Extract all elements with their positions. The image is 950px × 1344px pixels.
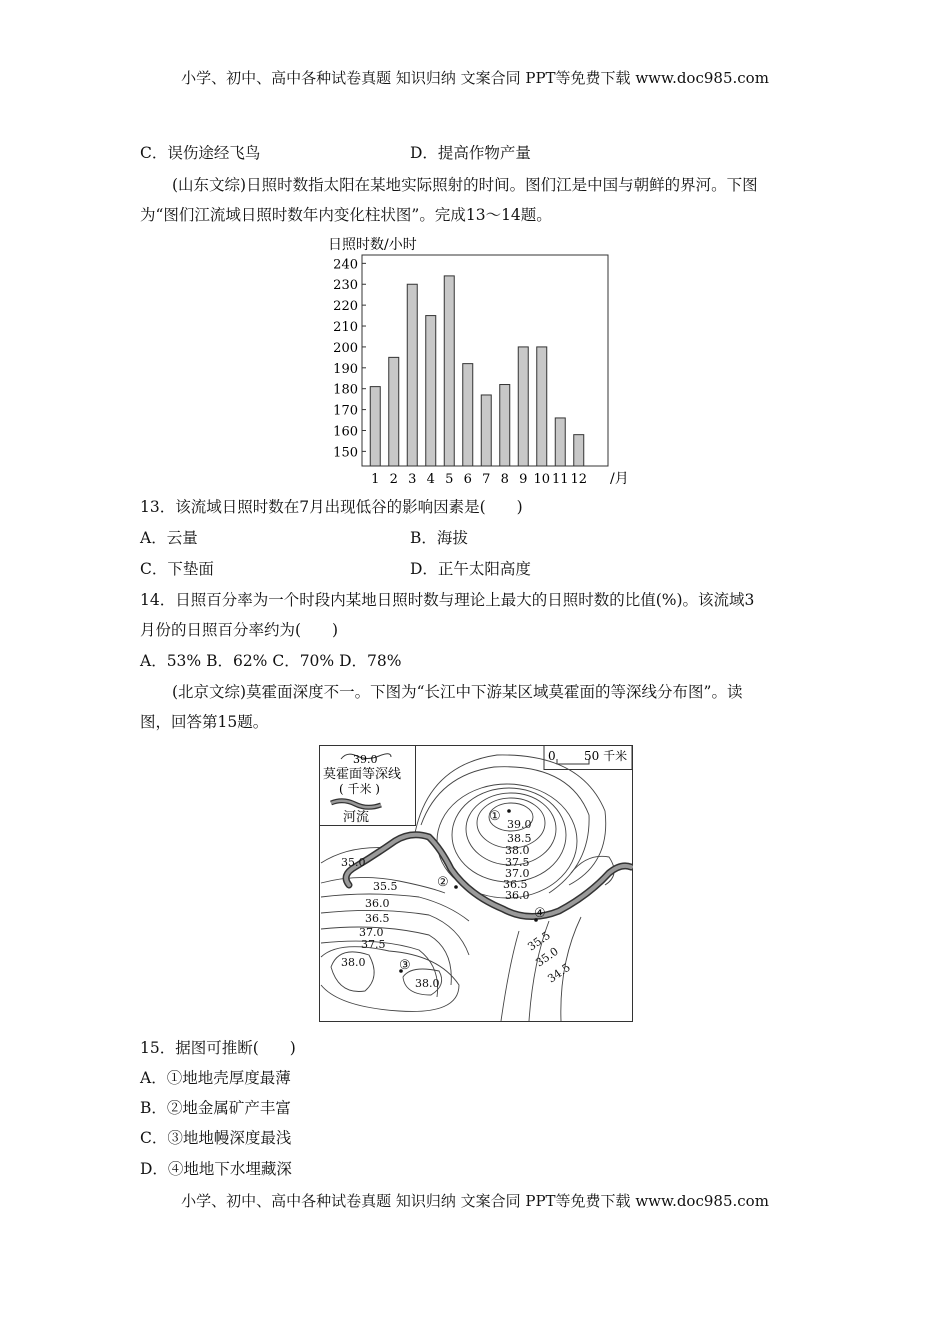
bar-month-3 <box>407 284 417 466</box>
y-tick-label: 150 <box>333 445 358 461</box>
bar-month-2 <box>389 357 399 466</box>
x-tick-label: 2 <box>389 472 398 487</box>
q15-option-b: B．②地金属矿产丰富 <box>140 1099 291 1117</box>
q13-stem: 13．该流域日照时数在7月出现低谷的影响因素是( ) <box>140 498 523 516</box>
q14-options: A．53% B．62% C．70% D．78% <box>140 652 402 670</box>
label-38-0-s: 38.0 <box>415 977 440 990</box>
label-35-5-e: 35.5 <box>525 928 553 954</box>
intro1-line1: (山东文综)日照时数指太阳在某地实际照射的时间。图们江是中国与朝鲜的界河。下图 <box>172 176 758 194</box>
x-tick-label: 4 <box>426 472 435 487</box>
label-35-0-w: 35.0 <box>341 856 366 869</box>
y-tick-label: 170 <box>333 403 358 419</box>
y-tick-label: 230 <box>333 278 358 294</box>
label-35-0-e: 35.0 <box>533 944 561 970</box>
label-38-0-sw: 38.0 <box>341 956 366 969</box>
x-tick-label: 5 <box>445 472 454 487</box>
legend-value: 39.0 <box>353 753 378 766</box>
intro2-line1: (北京文综)莫霍面深度不一。下图为“长江中下游某区域莫霍面的等深线分布图”。读 <box>172 683 743 701</box>
prev-option-c: C．误伤途经飞鸟 <box>140 144 261 162</box>
x-tick-label: 7 <box>482 472 491 487</box>
point-2-label: ② <box>437 875 449 890</box>
bar-month-12 <box>574 435 584 466</box>
moho-contour-map <box>319 745 633 1023</box>
q14-line2: 月份的日照百分率约为( ) <box>140 621 339 639</box>
point-4-label: ④ <box>534 906 546 921</box>
label-36-5-w: 36.5 <box>365 912 390 925</box>
label-37-0-w: 37.0 <box>359 926 384 939</box>
q15-option-a: A．①地地壳厚度最薄 <box>140 1069 291 1087</box>
q13-option-d: D．正午太阳高度 <box>410 560 531 578</box>
q13-option-c: C．下垫面 <box>140 560 214 578</box>
label-37-0-n: 37.0 <box>505 867 530 880</box>
bar-month-9 <box>518 347 528 466</box>
q15-stem: 15．据图可推断( ) <box>140 1039 296 1057</box>
point-3-label: ③ <box>399 958 411 973</box>
legend-contour: 莫霍面等深线 <box>323 767 402 782</box>
point-1-dot <box>507 809 511 813</box>
scale-label: 50 千米 <box>584 749 628 763</box>
x-tick-label: 6 <box>463 472 472 487</box>
intro2-line2: 图，回答第15题。 <box>140 713 269 731</box>
x-tick-label: 11 <box>551 472 569 487</box>
label-36-5-n: 36.5 <box>503 878 528 891</box>
x-tick-label: 9 <box>519 472 528 487</box>
bar-month-7 <box>481 395 491 466</box>
q15-option-d: D．④地地下水埋藏深 <box>140 1160 292 1178</box>
x-tick-label: 12 <box>570 472 588 487</box>
q14-line1: 14．日照百分率为一个时段内某地日照时数与理论上最大的日照时数的比值(%)。该流域3 <box>140 591 755 609</box>
bar-month-5 <box>444 276 454 466</box>
bar-month-4 <box>426 316 436 466</box>
bar-month-8 <box>500 385 510 466</box>
bar-month-6 <box>463 364 473 466</box>
bar-month-10 <box>537 347 547 466</box>
y-tick-label: 190 <box>333 361 358 377</box>
bar-month-1 <box>370 387 380 466</box>
legend-river: 河流 <box>343 810 370 825</box>
y-tick-label: 210 <box>333 320 358 336</box>
x-tick-label: 3 <box>408 472 417 487</box>
q15-option-c: C．③地地幔深度最浅 <box>140 1129 292 1147</box>
label-37-5-n: 37.5 <box>505 856 530 869</box>
x-tick-label: 1 <box>371 472 380 487</box>
page-header: 小学、初中、高中各种试卷真题 知识归纳 文案合同 PPT等免费下载 www.doc985.com <box>181 69 769 87</box>
sunshine-bar-chart <box>320 232 630 490</box>
chart-ylabel: 日照时数/小时 <box>328 237 417 253</box>
bar-month-11 <box>555 418 565 466</box>
point-2-dot <box>454 885 458 889</box>
legend-unit: ( 千米 ) <box>339 782 380 796</box>
scale-zero: 0 <box>548 749 556 763</box>
y-tick-label: 160 <box>333 424 358 440</box>
label-38-0-n: 38.0 <box>505 844 530 857</box>
label-37-5-w: 37.5 <box>361 938 386 951</box>
intro1-line2: 为“图们江流域日照时数年内变化柱状图”。完成13～14题。 <box>140 206 552 224</box>
label-39-0: 39.0 <box>507 818 532 831</box>
x-tick-label: 10 <box>533 472 551 487</box>
label-34-5-e: 34.5 <box>545 960 573 986</box>
label-36-0-n: 36.0 <box>505 889 530 902</box>
y-tick-label: 220 <box>333 299 358 315</box>
y-tick-label: 200 <box>333 340 358 356</box>
label-36-0-w: 36.0 <box>365 897 390 910</box>
y-tick-label: 180 <box>333 382 358 398</box>
label-38-5: 38.5 <box>507 832 532 845</box>
prev-option-d: D．提高作物产量 <box>410 144 531 162</box>
q13-option-b: B．海拔 <box>410 529 468 547</box>
page-footer: 小学、初中、高中各种试卷真题 知识归纳 文案合同 PPT等免费下载 www.doc985.com <box>181 1192 769 1210</box>
q13-option-a: A．云量 <box>140 529 198 547</box>
y-tick-label: 240 <box>333 257 358 273</box>
x-tick-label: 8 <box>500 472 509 487</box>
chart-x-unit: /月 <box>610 471 629 487</box>
label-35-5-w: 35.5 <box>373 880 398 893</box>
point-1-label: ① <box>489 809 501 824</box>
